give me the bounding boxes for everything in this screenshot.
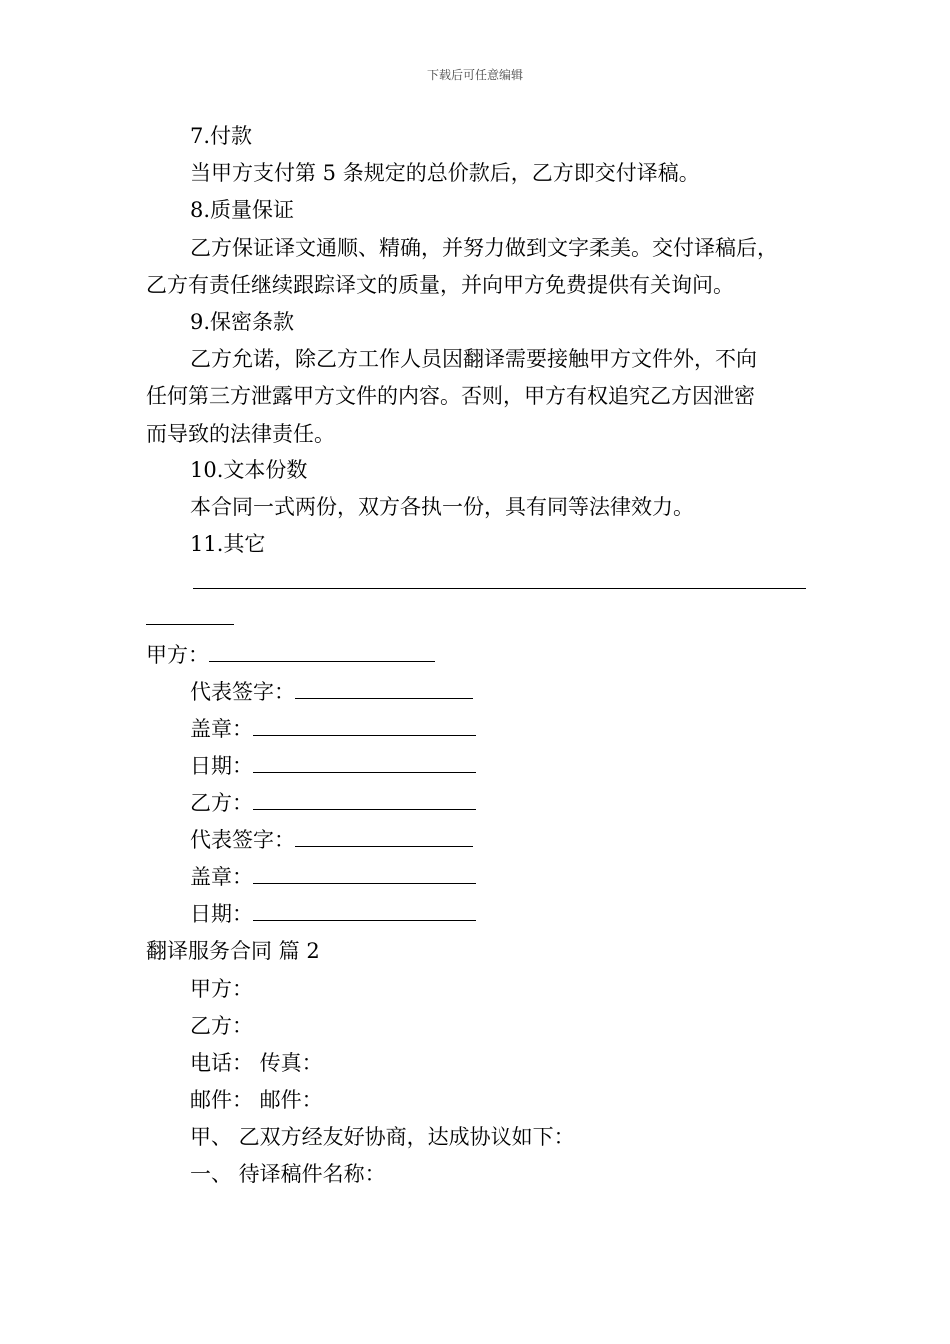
- signature-party-b-row: [190, 789, 476, 817]
- signature-seal-row-2: [190, 863, 476, 891]
- fill-in-line-long: [193, 588, 806, 589]
- signature-rep-row: [190, 678, 473, 706]
- contract-2-phone-fax: 电话： 传真：: [190, 1051, 323, 1075]
- rep-sign-blank-2: [295, 826, 473, 847]
- section-10-title: 10.文本份数: [190, 458, 308, 482]
- section-9-text-line-3: 而导致的法律责任。: [146, 422, 335, 446]
- party-b-label: 乙方：: [190, 791, 253, 815]
- rep-sign-blank: [295, 678, 473, 699]
- section-11-title: 11.其它: [190, 532, 266, 556]
- signature-rep-row-2: [190, 826, 473, 854]
- signature-seal-row: [190, 715, 476, 743]
- seal-label-2: 盖章：: [190, 865, 253, 889]
- contract-2-party-a: 甲方：: [190, 977, 253, 1001]
- date-blank: [253, 752, 476, 773]
- party-b-blank: [253, 789, 476, 810]
- seal-blank-2: [253, 863, 476, 884]
- rep-sign-label: 代表签字：: [190, 680, 295, 704]
- date-label-2: 日期：: [190, 902, 253, 926]
- section-7-text: 当甲方支付第 5 条规定的总价款后，乙方即交付译稿。: [190, 161, 700, 185]
- contract-2-item-1: 一、 待译稿件名称：: [190, 1162, 386, 1186]
- section-8-title: 8.质量保证: [190, 198, 295, 222]
- seal-label: 盖章：: [190, 717, 253, 741]
- signature-party-a-row: [146, 641, 435, 669]
- contract-2-agreement: 甲、 乙双方经友好协商，达成协议如下：: [190, 1125, 575, 1149]
- fill-in-line-short: [146, 624, 234, 625]
- rep-sign-label-2: 代表签字：: [190, 828, 295, 852]
- party-a-label: 甲方：: [146, 643, 209, 667]
- section-8-text-line-2: 乙方有责任继续跟踪译文的质量，并向甲方免费提供有关询问。: [146, 273, 734, 297]
- contract-2-party-b: 乙方：: [190, 1014, 253, 1038]
- section-10-text: 本合同一式两份，双方各执一份，具有同等法律效力。: [190, 495, 694, 519]
- date-blank-2: [253, 900, 476, 921]
- section-9-title: 9.保密条款: [190, 310, 295, 334]
- section-9-text-line-2: 任何第三方泄露甲方文件的内容。否则，甲方有权追究乙方因泄密: [146, 384, 755, 408]
- header-note: 下载后可任意编辑: [426, 68, 523, 82]
- section-7-title: 7.付款: [190, 124, 253, 148]
- signature-date-row: [190, 752, 476, 780]
- signature-date-row-2: [190, 900, 476, 928]
- contract-2-title: 翻译服务合同 篇 2: [146, 939, 320, 963]
- contract-2-email: 邮件： 邮件：: [190, 1088, 323, 1112]
- seal-blank: [253, 715, 476, 736]
- section-8-text-line-1: 乙方保证译文通顺、精确，并努力做到文字柔美。交付译稿后，: [190, 236, 778, 260]
- party-a-blank: [209, 641, 435, 662]
- date-label: 日期：: [190, 754, 253, 778]
- section-9-text-line-1: 乙方允诺，除乙方工作人员因翻译需要接触甲方文件外，不向: [190, 347, 757, 371]
